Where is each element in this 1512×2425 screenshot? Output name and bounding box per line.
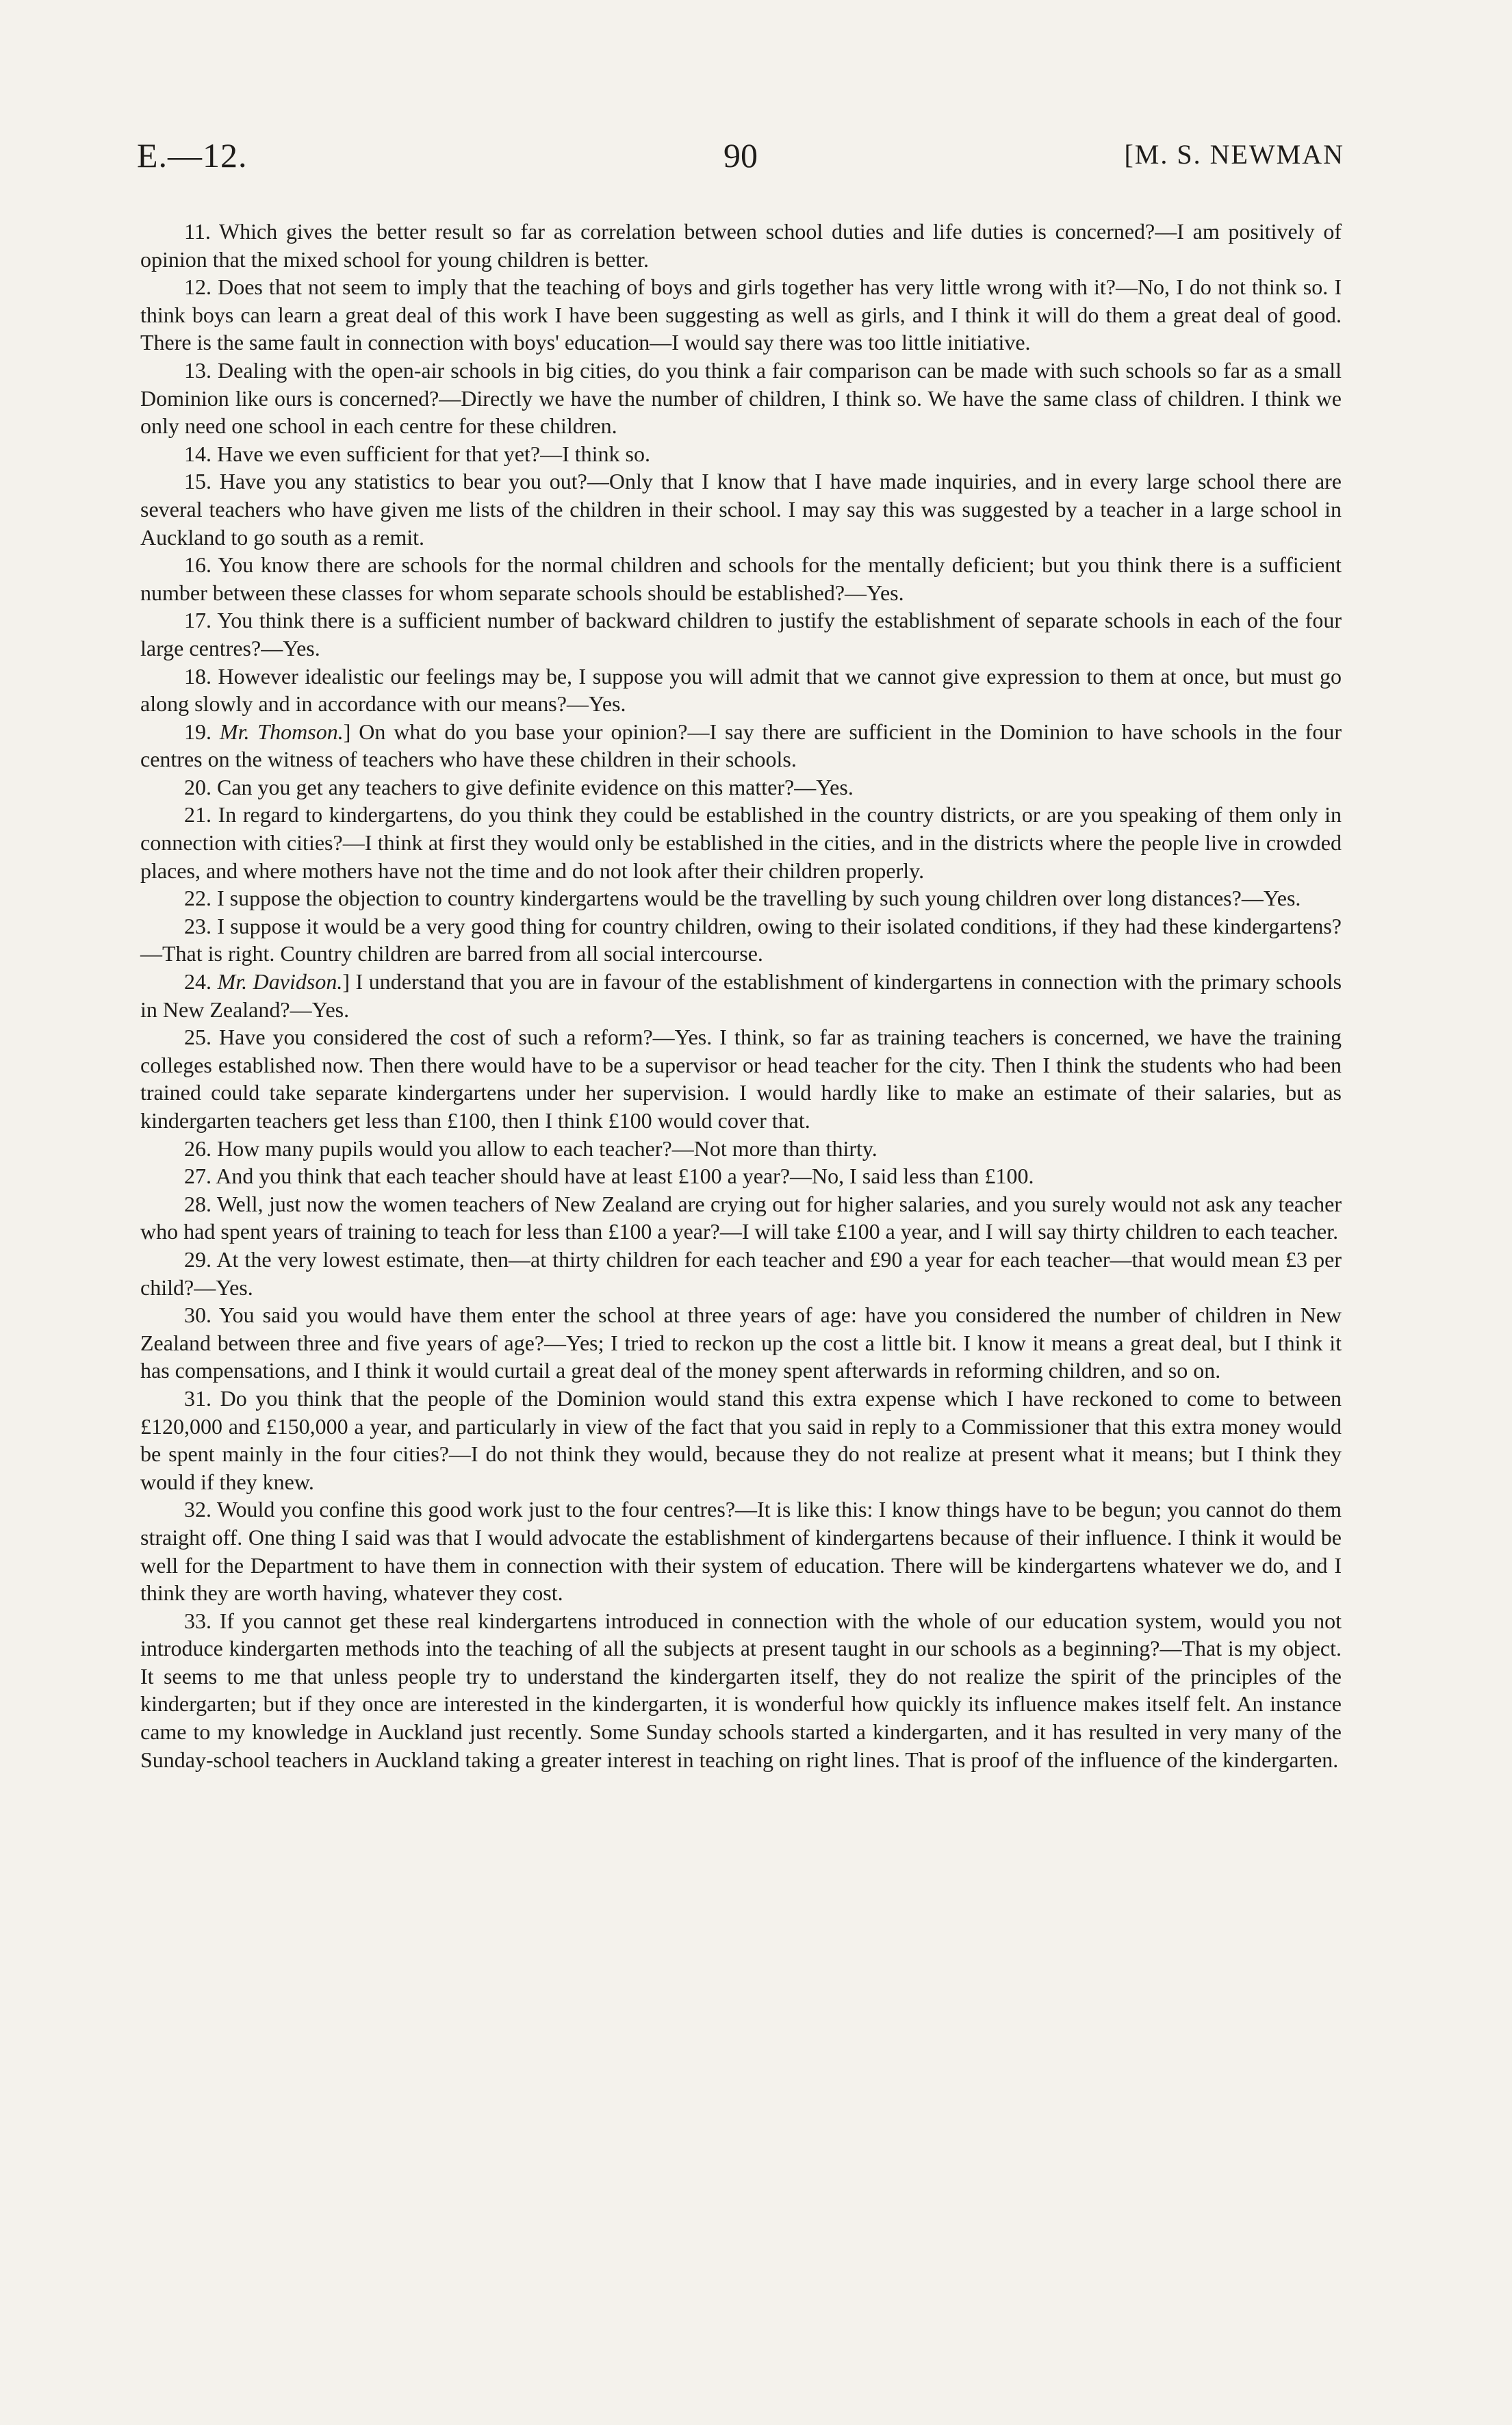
paragraph-q16: 16. You know there are schools for the normal children and schools for the mentally deficient; but you think there is a sufficient number between these classes for whom separate schools should be established?—Yes. bbox=[140, 552, 1342, 605]
paragraph-text: ] I understand that you are in favour of the establishment of kindergartens in connection with the primary schools in New Zealand?—Yes. bbox=[140, 969, 1342, 1022]
paragraph-q26: 26. How many pupils would you allow to each teacher?—Not more than thirty. bbox=[184, 1135, 877, 1161]
paragraph-q12: 12. Does that not seem to imply that the teaching of boys and girls together has very little wrong with it?—No, I do not think so. I think boys can learn a great deal of this work I have been suggesting as well as girls, and I think it will do them a great deal of good. There is the same fault in connection with boys' education—I would say there was too little initiative. bbox=[140, 274, 1342, 355]
witness-name: [M. S. NEWMAN bbox=[1124, 139, 1344, 170]
paragraph-q32: 32. Would you confine this good work just to the four centres?—It is like this: I know things have to be begun; you cannot do them straight off. One thing I said was that I would advocate the establishment of kindergartens because of their influence. I think it would be well for the Department to have them in connection with their system of education. There will be kindergartens whatever we do, and I think they are worth having, whatever they cost. bbox=[140, 1497, 1342, 1606]
paragraph-q18: 18. However idealistic our feelings may be, I suppose you will admit that we cannot give expression to them at once, but must go along slowly and in accordance with our means?—Yes. bbox=[140, 663, 1342, 717]
paragraph-q14: 14. Have we even sufficient for that yet?—I think so. bbox=[184, 441, 650, 466]
paragraph-q25: 25. Have you considered the cost of such a reform?—Yes. I think, so far as training teachers is concerned, we have the training colleges established now. Then there would have to be a supervisor or head teacher for the city. Then I think the students who had been trained could take separate kindergartens under her supervision. I would hardly like to make an estimate of their salaries, but as kindergarten teachers get less than £100, then I think £100 would cover that. bbox=[140, 1025, 1342, 1133]
paragraph-q17: 17. You think there is a sufficient number of backward children to justify the establishment of separate schools in each of the four large centres?—Yes. bbox=[140, 608, 1342, 660]
paragraph-q13: 13. Dealing with the open-air schools in big cities, do you think a fair comparison can be made with such schools so far as a small Dominion like ours is concerned?—Directly we have the number of children, I think so. We have the same class of children. I think we only need one school in each centre for these children. bbox=[140, 357, 1342, 439]
paragraph-q33: 33. If you cannot get these real kindergartens introduced in connection with the whole of our education system, would you not introduce kindergarten methods into the teaching of all the subjects at present taught in our schools as a beginning?—That is my object. It seems to me that unless people try to understand the kindergarten itself, they do not realize the spirit of the principles of the kindergarten; but if they once are interested in the kindergarten, it is wonderful how quickly its influence makes itself felt. An instance came to my knowledge in Auckland just recently. Some Sunday schools started a kindergarten, and it has resulted in very many of the Sunday-school teachers in Auckland taking a greater interest in teaching on right lines. That is proof of the influence of the kindergarten. bbox=[140, 1608, 1342, 1772]
paragraph-q28: 28. Well, just now the women teachers of New Zealand are crying out for higher salaries, and you surely would not ask any teacher who had spent years of training to teach for less than £100 a year?—I will take £100 a year, and I will say thirty children to each teacher. bbox=[140, 1191, 1342, 1244]
paragraph-q19 bbox=[140, 718, 1342, 773]
paragraph-q20: 20. Can you get any teachers to give definite evidence on this matter?—Yes. bbox=[184, 774, 854, 799]
paragraph-text: ] On what do you base your opinion?—I say there are sufficient in the Dominion to have schools in the four centres on the witness of teachers who have these children in their schools. bbox=[140, 719, 1342, 772]
page-number: 90 bbox=[723, 136, 758, 175]
evidence-body bbox=[140, 218, 1342, 1773]
paragraph-q30: 30. You said you would have them enter the school at three years of age: have you considered the number of children in New Zealand between three and five years of age?—Yes; I tried to reckon up the cost a little bit. I know it means a great deal, but I think it has compensations, and I think it would curtail a great deal of the money spent afterwards in reforming children, and so on. bbox=[140, 1303, 1342, 1383]
question-prefix: 19. bbox=[184, 719, 220, 744]
question-prefix: 24. bbox=[184, 969, 218, 995]
paragraph-q24 bbox=[140, 968, 1342, 1023]
speaker-name: Mr. Davidson. bbox=[217, 969, 343, 995]
page-header bbox=[137, 136, 1344, 190]
document-reference: E.—12. bbox=[137, 136, 248, 175]
paragraph-q11: 11. Which gives the better result so far as correlation between school duties and life duties is concerned?—I am positively of opinion that the mixed school for young children is better. bbox=[140, 219, 1342, 272]
paragraph-q27: 27. And you think that each teacher should have at least £100 a year?—No, I said less than £100. bbox=[184, 1164, 1034, 1189]
paragraph-q23: 23. I suppose it would be a very good thing for country children, owing to their isolated conditions, if they had these kindergartens?—That is right. Country children are barred from all social intercourse. bbox=[140, 913, 1342, 966]
paragraph-q15: 15. Have you any statistics to bear you out?—Only that I know that I have made inquiries, and in every large school there are several teachers who have given me lists of the children in their school. I may say this was suggested by a teacher in a large school in Auckland to go south as a remit. bbox=[140, 469, 1342, 550]
paragraph-q21: 21. In regard to kindergartens, do you think they could be established in the country districts, or are you speaking of them only in connection with cities?—I think at first they would only be established in the cities, and in the districts where the people live in crowded places, and where mothers have not the time and do not look after their children properly. bbox=[140, 802, 1342, 883]
paragraph-q29: 29. At the very lowest estimate, then—at thirty children for each teacher and £90 a year for each teacher—that would mean £3 per child?—Yes. bbox=[140, 1246, 1342, 1300]
paragraph-q22: 22. I suppose the objection to country kindergartens would be the travelling by such young children over long distances?—Yes. bbox=[184, 886, 1301, 911]
speaker-name: Mr. Thomson. bbox=[219, 719, 344, 744]
paragraph-q31: 31. Do you think that the people of the Dominion would stand this extra expense which I have reckoned to come to between £120,000 and £150,000 a year, and particularly in view of the fact that you said in reply to a Commissioner that this extra money would be spent mainly in the four cities?—I do not think they would, because they do not realize at present what it means; but I think they would if they knew. bbox=[140, 1385, 1342, 1494]
